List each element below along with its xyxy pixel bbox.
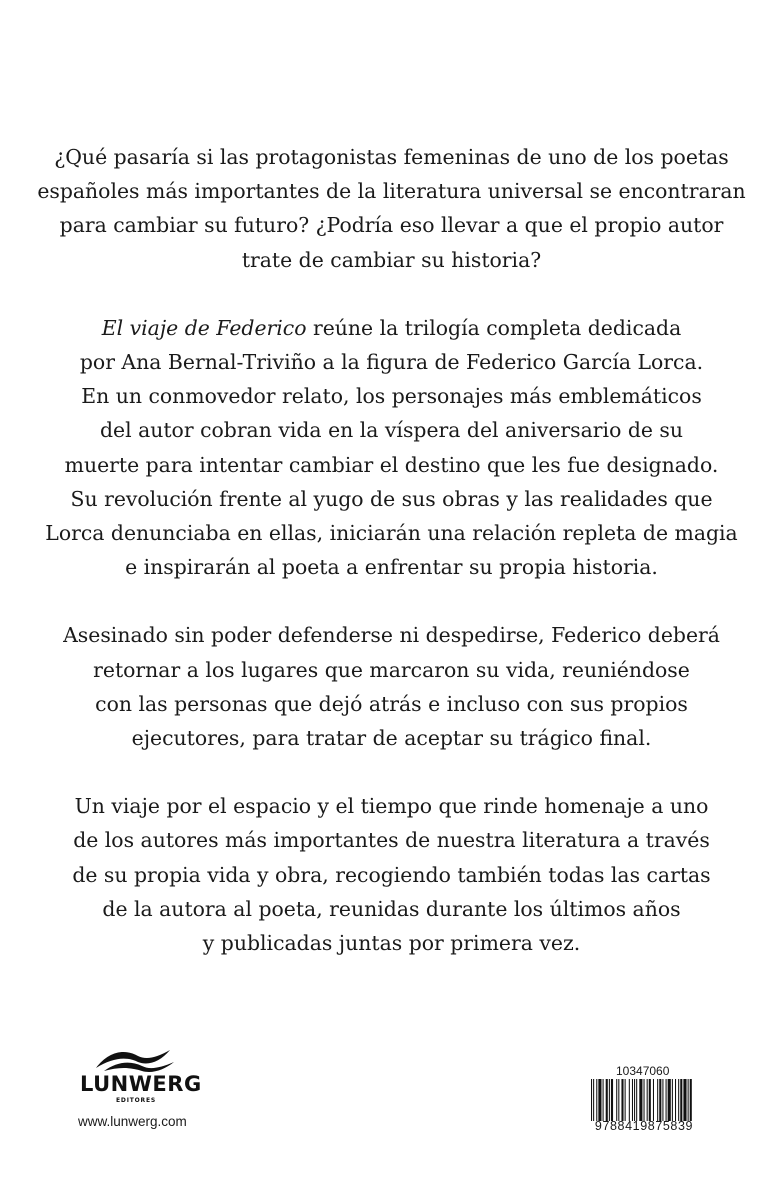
- barcode-bar: [596, 1079, 597, 1121]
- barcode-bar: [647, 1079, 648, 1121]
- blurb-paragraph-4: [0, 789, 783, 960]
- barcode-bar: [629, 1079, 630, 1121]
- blurb-line: por Ana Bernal-Triviño a la figura de Federico García Lorca.: [79, 350, 704, 375]
- barcode-bar: [606, 1079, 608, 1121]
- barcode-bar: [593, 1079, 594, 1121]
- blurb-line: En un conmovedor relato, los personajes más emblemáticos: [81, 384, 702, 409]
- barcode-bar: [616, 1079, 617, 1121]
- barcode-bar: [598, 1079, 601, 1121]
- ean13-barcode-icon: [590, 1079, 697, 1121]
- blurb-line-rest: reúne la trilogía completa dedicada: [306, 315, 682, 340]
- barcode-bar: [603, 1079, 604, 1121]
- barcode-bar: [666, 1079, 667, 1121]
- blurb-line: para cambiar su futuro? ¿Podría eso llevar a que el propio autor: [59, 213, 724, 238]
- barcode-bar: [649, 1079, 651, 1121]
- publisher-url: www.lunwerg.com: [78, 1114, 187, 1129]
- back-cover-blurb: [0, 140, 783, 994]
- barcode-bar: [639, 1079, 642, 1121]
- blurb-paragraph-2: [0, 311, 783, 585]
- barcode-bar: [668, 1079, 671, 1121]
- barcode-bar: [653, 1079, 654, 1121]
- publisher-name: LUNWERG: [80, 1072, 202, 1096]
- book-title: El viaje de Federico: [101, 315, 307, 340]
- barcode-bar: [621, 1079, 623, 1121]
- blurb-line: e inspirarán al poeta a enfrentar su propia historia.: [125, 555, 658, 580]
- barcode-bar: [591, 1079, 592, 1121]
- barcode-bar: [690, 1079, 692, 1121]
- barcode-bar: [636, 1079, 637, 1121]
- barcode-block: [590, 1064, 700, 1144]
- blurb-line: de los autores más importantes de nuestra literatura a través: [73, 828, 710, 853]
- isbn-digits: 9788419875839: [594, 1119, 694, 1133]
- blurb-line: [0, 311, 783, 345]
- barcode-bar: [611, 1079, 613, 1121]
- barcode-bar: [683, 1079, 686, 1121]
- blurb-line: del autor cobran vida en la víspera del aniversario de su: [99, 418, 684, 443]
- barcode-bar: [678, 1079, 679, 1121]
- blurb-line: muerte para intentar cambiar el destino que les fue designado.: [64, 452, 719, 477]
- barcode-bar: [632, 1079, 633, 1121]
- blurb-line: de su propia vida y obra, recogiendo también todas las cartas: [72, 862, 711, 887]
- blurb-line: españoles más importantes de la literatura universal se encontraran: [37, 179, 746, 204]
- blurb-line: retornar a los lugares que marcaron su vida, reuniéndose: [93, 657, 690, 682]
- blurb-line: ¿Qué pasaría si las protagonistas femeninas de uno de los poetas: [54, 145, 729, 169]
- barcode-bar: [657, 1079, 658, 1121]
- barcode-bar: [680, 1079, 682, 1121]
- barcode-bar: [644, 1079, 645, 1121]
- barcode-bar: [672, 1079, 673, 1121]
- barcode-bar: [609, 1079, 610, 1121]
- barcode-bar: [618, 1079, 619, 1121]
- barcode-bar: [675, 1079, 676, 1121]
- barcode-bar: [662, 1079, 663, 1121]
- blurb-paragraph-1: [0, 140, 783, 277]
- barcode-bar: [625, 1079, 626, 1121]
- barcode-bar: [688, 1079, 689, 1121]
- barcode-ref-number: 10347060: [616, 1064, 670, 1078]
- blurb-line: Un viaje por el espacio y el tiempo que rinde homenaje a uno: [74, 794, 709, 819]
- blurb-line: con las personas que dejó atrás e incluso con sus propios: [95, 691, 688, 716]
- blurb-line: ejecutores, para tratar de aceptar su trágico final.: [131, 726, 652, 751]
- barcode-bar: [659, 1079, 661, 1121]
- publisher-subtitle: EDITORES: [116, 1097, 156, 1104]
- blurb-line: Lorca denunciaba en ellas, iniciarán una relación repleta de magia: [45, 521, 738, 546]
- blurb-line: y publicadas juntas por primera vez.: [202, 931, 581, 956]
- barcode-bar: [634, 1079, 635, 1121]
- blurb-line: Su revolución frente al yugo de sus obras y las realidades que: [70, 486, 713, 511]
- blurb-line: de la autora al poeta, reunidas durante los últimos años: [102, 896, 681, 921]
- blurb-line: Asesinado sin poder defenderse ni despedirse, Federico deberá: [63, 623, 720, 648]
- blurb-paragraph-3: [0, 618, 783, 755]
- blurb-line: trate de cambiar su historia?: [241, 247, 542, 272]
